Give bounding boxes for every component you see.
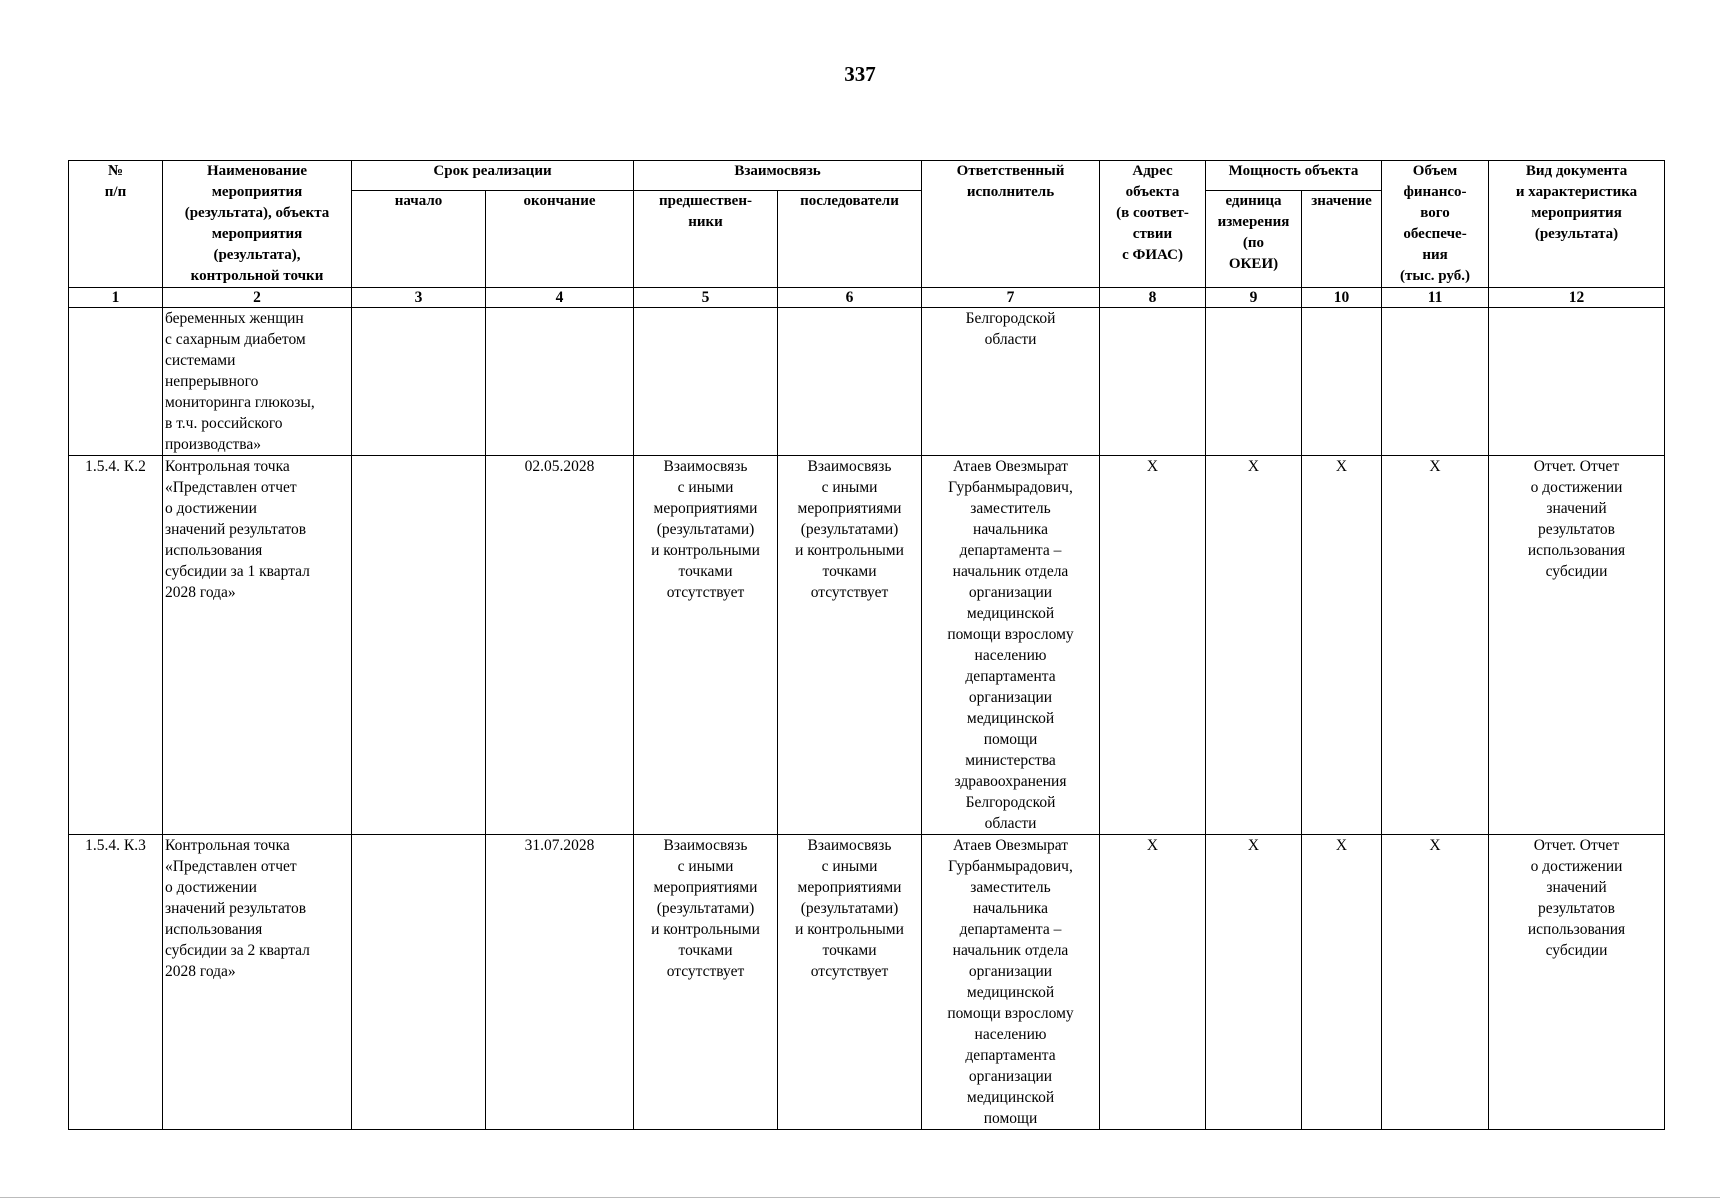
row-document — [1489, 308, 1665, 456]
row-funding: Х — [1382, 456, 1489, 835]
row-name: Контрольная точка «Представлен отчет о достижении значений результатов использования субсидии за 1 квартал 2028 года» — [163, 456, 352, 835]
column-number: 7 — [922, 288, 1100, 308]
header-term: Срок реализации — [352, 161, 634, 191]
row-number: 1.5.4. К.3 — [69, 835, 163, 1130]
table-row — [69, 308, 1665, 456]
row-predecessors: Взаимосвязь с иными мероприятиями (результатами) и контрольными точками отсутствует — [634, 835, 778, 1130]
header-number: № п/п — [69, 161, 163, 288]
row-start — [352, 456, 486, 835]
column-numbers-row — [69, 288, 1665, 308]
column-number: 3 — [352, 288, 486, 308]
row-name: Контрольная точка «Представлен отчет о достижении значений результатов использования субсидии за 2 квартал 2028 года» — [163, 835, 352, 1130]
row-responsible: Атаев Овезмырат Гурбанмырадович, заместитель начальника департамента – начальник отдела организации медицинской помощи взрослому населению департамента организации медицинской помощи — [922, 835, 1100, 1130]
column-number: 8 — [1100, 288, 1206, 308]
row-value: Х — [1302, 456, 1382, 835]
column-number: 11 — [1382, 288, 1489, 308]
page-number: 337 — [844, 62, 876, 86]
row-name: беременных женщин с сахарным диабетом системами непрерывного мониторинга глюкозы, в т.ч. российского производства» — [163, 308, 352, 456]
header-funding: Объем финансо- вого обеспече- ния (тыс. руб.) — [1382, 161, 1489, 288]
row-address — [1100, 308, 1206, 456]
row-responsible: Белгородской области — [922, 308, 1100, 456]
row-successors: Взаимосвязь с иными мероприятиями (результатами) и контрольными точками отсутствует — [778, 456, 922, 835]
row-predecessors — [634, 308, 778, 456]
column-number: 4 — [486, 288, 634, 308]
row-start — [352, 308, 486, 456]
scan-edge-line — [0, 1197, 1720, 1198]
schedule-table — [68, 160, 1665, 1130]
header-address: Адрес объекта (в соответ- ствии с ФИАС) — [1100, 161, 1206, 288]
header-unit: единица измерения (по ОКЕИ) — [1206, 191, 1302, 288]
row-number: 1.5.4. К.2 — [69, 456, 163, 835]
row-value — [1302, 308, 1382, 456]
row-unit — [1206, 308, 1302, 456]
header-end: окончание — [486, 191, 634, 288]
table-row — [69, 835, 1665, 1130]
row-document: Отчет. Отчет о достижении значений результатов использования субсидии — [1489, 456, 1665, 835]
header-document: Вид документа и характеристика мероприятия (результата) — [1489, 161, 1665, 288]
row-document: Отчет. Отчет о достижении значений результатов использования субсидии — [1489, 835, 1665, 1130]
row-funding — [1382, 308, 1489, 456]
table-row — [69, 456, 1665, 835]
row-address: Х — [1100, 835, 1206, 1130]
column-number: 6 — [778, 288, 922, 308]
row-unit: Х — [1206, 456, 1302, 835]
row-start — [352, 835, 486, 1130]
row-funding: Х — [1382, 835, 1489, 1130]
column-number: 9 — [1206, 288, 1302, 308]
column-number: 2 — [163, 288, 352, 308]
header-row-1 — [69, 161, 1665, 191]
row-end — [486, 308, 634, 456]
row-successors: Взаимосвязь с иными мероприятиями (результатами) и контрольными точками отсутствует — [778, 835, 922, 1130]
header-value: значение — [1302, 191, 1382, 288]
row-number — [69, 308, 163, 456]
row-responsible: Атаев Овезмырат Гурбанмырадович, заместитель начальника департамента – начальник отдела организации медицинской помощи взрослому населению департамента организации медицинской помощи министерства здравоохранения Белгородской области — [922, 456, 1100, 835]
row-successors — [778, 308, 922, 456]
header-start: начало — [352, 191, 486, 288]
column-number: 5 — [634, 288, 778, 308]
column-number: 12 — [1489, 288, 1665, 308]
row-end: 31.07.2028 — [486, 835, 634, 1130]
column-number: 1 — [69, 288, 163, 308]
header-relation: Взаимосвязь — [634, 161, 922, 191]
column-number: 10 — [1302, 288, 1382, 308]
header-successors: последователи — [778, 191, 922, 288]
row-address: Х — [1100, 456, 1206, 835]
header-responsible: Ответственный исполнитель — [922, 161, 1100, 288]
row-value: Х — [1302, 835, 1382, 1130]
row-predecessors: Взаимосвязь с иными мероприятиями (результатами) и контрольными точками отсутствует — [634, 456, 778, 835]
header-predecessors: предшествен- ники — [634, 191, 778, 288]
header-capacity: Мощность объекта — [1206, 161, 1382, 191]
header-name: Наименование мероприятия (результата), объекта мероприятия (результата), контрольной точки — [163, 161, 352, 288]
row-unit: Х — [1206, 835, 1302, 1130]
row-end: 02.05.2028 — [486, 456, 634, 835]
